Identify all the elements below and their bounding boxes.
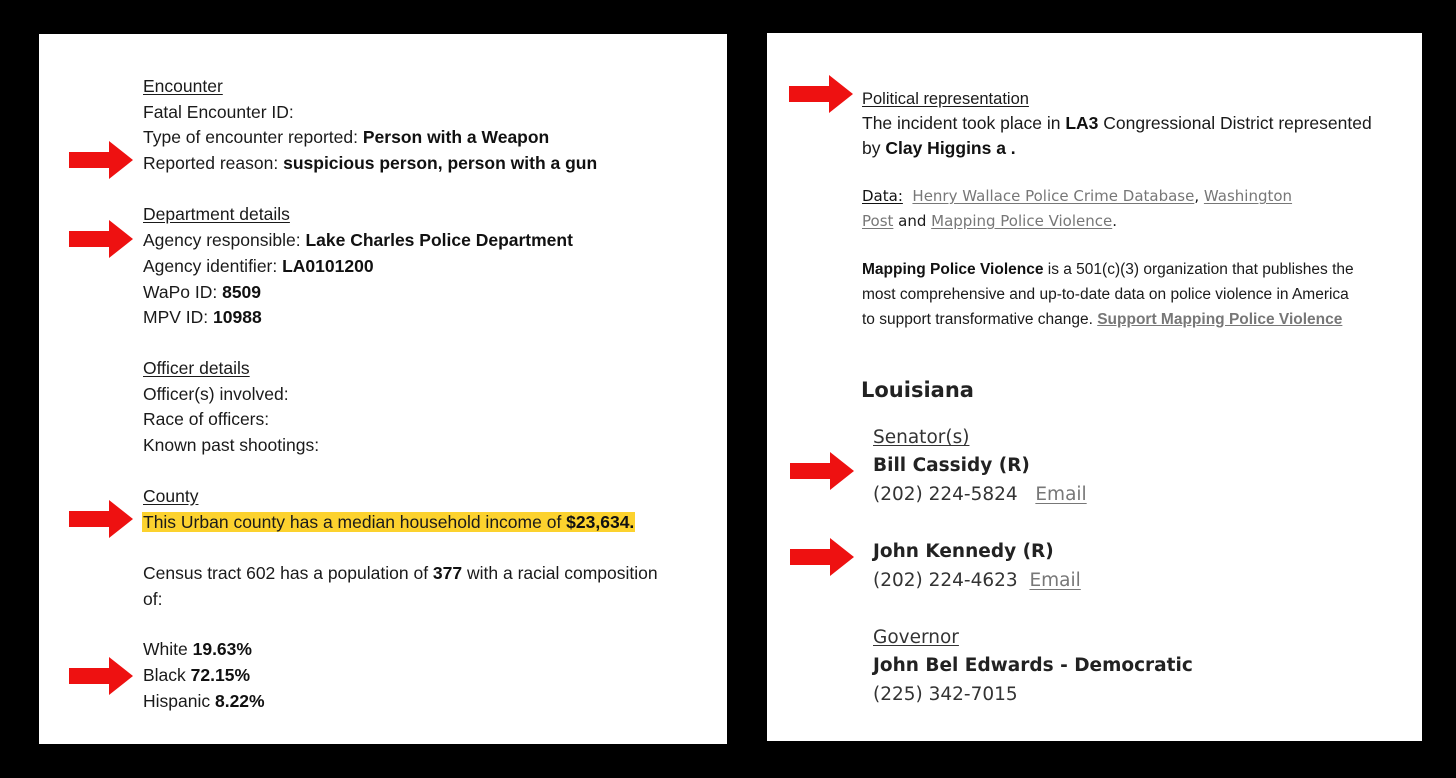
reported-reason-row (143, 152, 597, 174)
senator-2-name-text: John Kennedy (R) (873, 541, 1054, 562)
encounter-type-label: Type of encounter reported: (143, 127, 363, 147)
hispanic-row (143, 690, 265, 712)
census-text-3: of: (143, 589, 163, 609)
red-arrow-icon (789, 452, 855, 490)
political-district: LA3 (1065, 113, 1099, 133)
black-value: 72.15% (190, 665, 251, 685)
senator-2-phone: (202) 224-4623 (873, 570, 1018, 591)
red-arrow-icon (69, 500, 133, 538)
political-text-row-2 (862, 137, 1016, 159)
officer-race-label: Race of officers: (143, 409, 270, 429)
white-value: 19.63% (192, 639, 252, 659)
census-text-1: Census tract 602 has a population of (143, 563, 433, 583)
senator-1-name (873, 454, 1030, 478)
governor-phone: (225) 342-7015 (873, 684, 1018, 705)
data-and: and (893, 212, 932, 230)
white-label: White (143, 639, 193, 659)
senator-2-email-link[interactable]: Email (1029, 570, 1081, 591)
mpv-id-value: 10988 (213, 307, 262, 327)
right-panel (767, 33, 1422, 741)
senator-2-contact (873, 569, 1081, 593)
mapping-police-violence-link[interactable]: Mapping Police Violence (931, 212, 1113, 230)
political-representative: Clay Higgins a . (885, 138, 1016, 158)
wapo-id-row (143, 281, 261, 303)
mpv-id-label: MPV ID: (143, 307, 214, 327)
governor-name (873, 654, 1193, 678)
census-population: 377 (432, 563, 463, 583)
washington-link[interactable]: Washington (1203, 187, 1293, 205)
governor-name-text: John Bel Edwards - Democratic (873, 655, 1193, 676)
mpv-org-name: Mapping Police Violence (862, 261, 1044, 278)
encounter-heading: Encounter (143, 76, 223, 96)
state-name: Louisiana (861, 378, 974, 402)
agency-value: Lake Charles Police Department (305, 230, 573, 250)
census-text-2: with a racial composition (462, 563, 658, 583)
median-income-highlight (142, 512, 635, 532)
wapo-id-value: 8509 (222, 282, 262, 302)
political-text-2: Congressional District represented (1098, 113, 1372, 133)
median-income-row (142, 511, 635, 533)
median-income-value: $23,634. (566, 512, 635, 532)
fatal-encounter-id-label: Fatal Encounter ID: (143, 102, 294, 122)
median-income-text: This Urban county has a median household income of (143, 512, 567, 532)
political-heading: Political representation (862, 90, 1029, 108)
red-arrow-icon (69, 657, 133, 695)
department-heading: Department details (143, 204, 290, 224)
hispanic-label: Hispanic (143, 691, 215, 711)
red-arrow-icon (69, 141, 133, 179)
senator-2-name (873, 540, 1054, 564)
agency-label: Agency responsible: (143, 230, 306, 250)
governor-heading: Governor (873, 627, 959, 648)
mpv-blurb-text-2: most comprehensive and up-to-date data on police violence in America (862, 286, 1349, 303)
agency-row (143, 229, 573, 251)
county-heading: County (143, 486, 199, 506)
officers-involved-label: Officer(s) involved: (143, 384, 289, 404)
wapo-id-label: WaPo ID: (143, 282, 223, 302)
encounter-type-value: Person with a Weapon (362, 127, 550, 147)
red-arrow-icon (789, 538, 855, 576)
encounter-type-row (143, 126, 549, 148)
data-period: . (1112, 212, 1117, 230)
senators-heading: Senator(s) (873, 427, 970, 448)
white-row (143, 638, 252, 660)
mpv-blurb-row-3 (862, 310, 1342, 330)
reported-reason-value: suspicious person, person with a gun (283, 153, 598, 173)
officer-heading: Officer details (143, 358, 250, 378)
mpv-id-row (143, 306, 262, 328)
agency-id-value: LA0101200 (282, 256, 374, 276)
data-sources-row-2 (862, 211, 1117, 231)
senator-1-phone: (202) 224-5824 (873, 484, 1018, 505)
mpv-blurb-text-3: to support transformative change. (862, 311, 1098, 328)
black-label: Black (143, 665, 191, 685)
red-arrow-icon (789, 75, 853, 113)
black-row (143, 664, 250, 686)
political-text-3: by (862, 138, 886, 158)
henry-wallace-link[interactable]: Henry Wallace Police Crime Database (912, 187, 1195, 205)
agency-id-label: Agency identifier: (143, 256, 283, 276)
hispanic-value: 8.22% (214, 691, 265, 711)
senator-1-name-text: Bill Cassidy (R) (873, 455, 1030, 476)
senator-1-contact (873, 483, 1087, 507)
past-shootings-label: Known past shootings: (143, 435, 320, 455)
political-text-row-1 (862, 112, 1372, 134)
post-link[interactable]: Post (862, 212, 894, 230)
agency-id-row (143, 255, 374, 277)
data-comma: , (1194, 187, 1200, 205)
data-sources-row-1 (862, 186, 1292, 206)
support-mpv-link[interactable]: Support Mapping Police Violence (1097, 311, 1343, 328)
left-panel (39, 34, 727, 744)
political-text-1: The incident took place in (862, 113, 1066, 133)
red-arrow-icon (69, 220, 133, 258)
senator-1-email-link[interactable]: Email (1035, 484, 1087, 505)
mpv-blurb-text-1: is a 501(c)(3) organization that publishes the (1043, 261, 1354, 278)
mpv-blurb-row-1 (862, 260, 1354, 280)
census-row (143, 562, 658, 584)
reported-reason-label: Reported reason: (143, 153, 284, 173)
data-label: Data: (862, 187, 903, 205)
